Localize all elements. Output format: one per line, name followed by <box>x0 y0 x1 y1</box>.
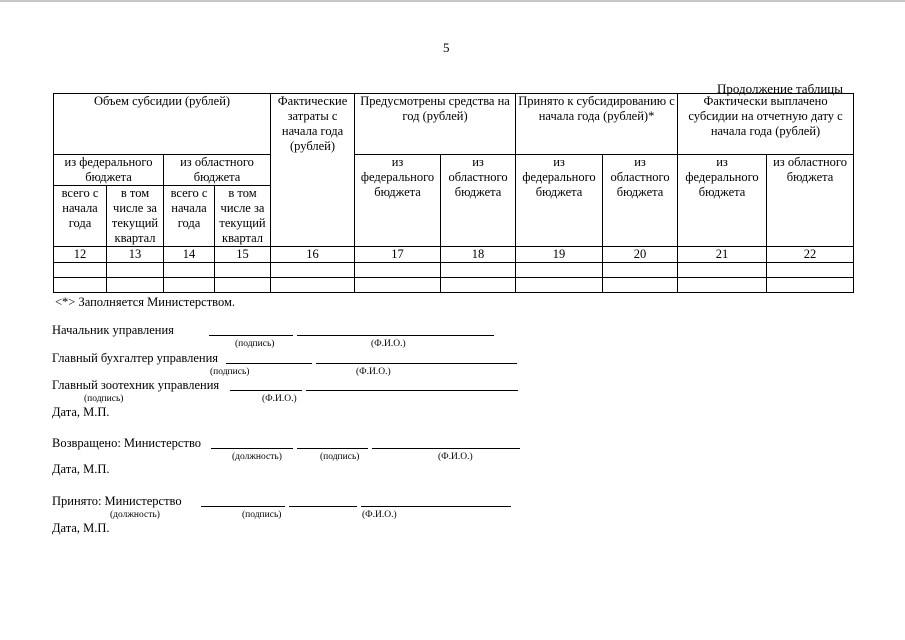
date-stamp-label: Дата, М.П. <box>52 405 110 419</box>
returned-signature-caption: (подпись) <box>320 452 360 462</box>
page-number: 5 <box>443 40 450 55</box>
subheader-planned-regional: из областного бюджета <box>441 155 516 247</box>
table-cell[interactable] <box>767 278 854 293</box>
table-cell[interactable] <box>355 263 441 278</box>
returned-fio-caption: (Ф.И.О.) <box>438 452 473 462</box>
table-row <box>54 263 854 278</box>
returned-signature-line[interactable] <box>297 448 368 449</box>
column-number: 22 <box>767 247 854 263</box>
table-cell[interactable] <box>603 278 678 293</box>
table-cell[interactable] <box>54 278 107 293</box>
column-number: 16 <box>271 247 355 263</box>
table-cell[interactable] <box>767 263 854 278</box>
table-cell[interactable] <box>54 263 107 278</box>
accepted-label: Принято: Министерство <box>52 494 182 508</box>
returned-position-line[interactable] <box>211 448 293 449</box>
head-signature-caption: (подпись) <box>235 339 275 349</box>
detail-federal-quarter: в том числе за текущий квартал <box>107 186 164 247</box>
detail-federal-total: всего с начала года <box>54 186 107 247</box>
returned-fio-line[interactable] <box>372 448 520 449</box>
column-number: 17 <box>355 247 441 263</box>
table-cell[interactable] <box>441 263 516 278</box>
table-cell[interactable] <box>678 278 767 293</box>
header-planned-funds: Предусмотрены средства на год (рублей) <box>355 94 516 155</box>
accepted-signature-line[interactable] <box>289 506 357 507</box>
table-cell[interactable] <box>441 278 516 293</box>
accepted-fio-caption: (Ф.И.О.) <box>362 510 397 520</box>
returned-position-caption: (должность) <box>232 452 282 462</box>
table-cell[interactable] <box>516 278 603 293</box>
accepted-position-caption: (должность) <box>110 510 160 520</box>
subheader-accepted-regional: из областного бюджета <box>603 155 678 247</box>
header-actual-costs: Фактические затраты с начала года (рублей) <box>271 94 355 247</box>
subheader-planned-federal: из федерального бюджета <box>355 155 441 247</box>
table-cell[interactable] <box>603 263 678 278</box>
detail-regional-quarter: в том числе за текущий квартал <box>215 186 271 247</box>
table-cell[interactable] <box>271 263 355 278</box>
head-fio-caption: (Ф.И.О.) <box>371 339 406 349</box>
table-cell[interactable] <box>164 278 215 293</box>
chief-zootechnician-label: Главный зоотехник управления <box>52 378 220 392</box>
column-number: 20 <box>603 247 678 263</box>
date-stamp-label-accepted: Дата, М.П. <box>52 521 110 535</box>
column-number-row <box>54 247 854 263</box>
table-cell[interactable] <box>271 278 355 293</box>
zootechnician-fio-line[interactable] <box>306 390 518 391</box>
column-number: 15 <box>215 247 271 263</box>
continuation-label: Продолжение таблицы <box>717 81 843 96</box>
subheader-paid-regional: из областного бюджета <box>767 155 854 247</box>
date-stamp-label-returned: Дата, М.П. <box>52 462 110 476</box>
zootechnician-signature-line[interactable] <box>230 390 302 391</box>
chief-accountant-label: Главный бухгалтер управления <box>52 351 219 365</box>
table-cell[interactable] <box>107 278 164 293</box>
table-row <box>54 278 854 293</box>
zootechnician-fio-caption: (Ф.И.О.) <box>262 394 297 404</box>
column-number: 21 <box>678 247 767 263</box>
head-fio-line[interactable] <box>297 335 494 336</box>
column-number: 12 <box>54 247 107 263</box>
head-signature-line[interactable] <box>209 335 293 336</box>
subheader-from-regional: из областного бюджета <box>164 155 271 186</box>
zootechnician-signature-caption: (подпись) <box>84 394 124 404</box>
accountant-signature-caption: (подпись) <box>210 367 250 377</box>
accepted-fio-line[interactable] <box>361 506 511 507</box>
column-number: 18 <box>441 247 516 263</box>
accountant-fio-caption: (Ф.И.О.) <box>356 367 391 377</box>
subheader-accepted-federal: из федерального бюджета <box>516 155 603 247</box>
header-actually-paid: Фактически выплачено субсидии на отчетную дату с начала года (рублей) <box>678 94 854 155</box>
head-of-department-label: Начальник управления <box>52 323 174 337</box>
column-number: 13 <box>107 247 164 263</box>
column-number: 14 <box>164 247 215 263</box>
header-subsidy-volume: Объем субсидии (рублей) <box>54 94 271 155</box>
table-cell[interactable] <box>678 263 767 278</box>
accepted-position-line[interactable] <box>201 506 285 507</box>
footnote: <*> Заполняется Министерством. <box>55 295 236 309</box>
column-number: 19 <box>516 247 603 263</box>
table-cell[interactable] <box>215 278 271 293</box>
subheader-from-federal: из федерального бюджета <box>54 155 164 186</box>
subsidy-table <box>53 93 854 293</box>
table-cell[interactable] <box>516 263 603 278</box>
returned-label: Возвращено: Министерство <box>52 436 202 450</box>
accountant-signature-line[interactable] <box>226 363 312 364</box>
accepted-signature-caption: (подпись) <box>242 510 282 520</box>
table-cell[interactable] <box>215 263 271 278</box>
detail-regional-total: всего с начала года <box>164 186 215 247</box>
top-border-rule <box>0 0 905 2</box>
table-cell[interactable] <box>164 263 215 278</box>
subheader-paid-federal: из федерального бюджета <box>678 155 767 247</box>
header-accepted: Принято к субсидированию с начала года (рублей)* <box>516 94 678 155</box>
table-cell[interactable] <box>107 263 164 278</box>
table-cell[interactable] <box>355 278 441 293</box>
accountant-fio-line[interactable] <box>316 363 517 364</box>
